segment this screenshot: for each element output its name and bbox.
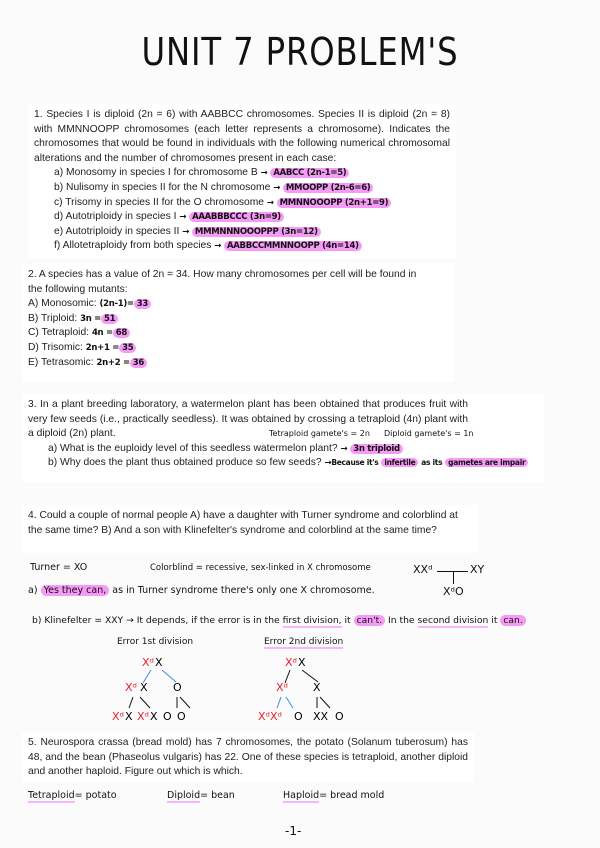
q3-b: b) Why does the plant thus obtained produce so few seeds? →Because it's infertile as its gametes are impair — [28, 456, 538, 471]
q2-item-question: C) Tetraploid: — [28, 327, 90, 339]
q3-b-question: b) Why does the plant thus obtained produce so few seeds? — [48, 457, 322, 469]
q3-b-answer-hl1: infertile — [381, 458, 418, 467]
q2-item-answer: 36 — [130, 358, 147, 368]
svg-text:O: O — [294, 710, 303, 723]
q4-b-it2: it — [491, 615, 498, 626]
q4-b-highlight1: can't. — [354, 615, 386, 626]
q4-b-text: Klinefelter = XXY → It depends, if the error is in the — [44, 615, 280, 626]
svg-text:Xᵈ: Xᵈ — [142, 656, 154, 669]
svg-text:Xᵈ: Xᵈ — [276, 681, 288, 694]
question-5 — [22, 732, 474, 782]
colorblind-note: Colorblind = recessive, sex-linked in X chromosome — [150, 563, 371, 573]
q1-item: c) Trisomy in species II for the O chromosome → MMNNOOOPP (2n+1=9) — [54, 196, 450, 211]
q5-answer-diploid — [167, 790, 235, 801]
q5-haploid-value: = bread mold — [319, 790, 385, 801]
q1-item-question: f) Allotetraploidy from both species — [54, 240, 212, 252]
q1-item-question: c) Trisomy in species II for the O chromosome — [54, 196, 265, 208]
svg-text:Xᵈ: Xᵈ — [112, 710, 124, 723]
q4-a-rest: as in Turner syndrome there's only one X chromosome. — [112, 585, 375, 596]
q2-item-work: 2n+2 = — [96, 357, 130, 368]
cross-father: XY — [470, 563, 485, 576]
q5-diploid-label: Diploid — [167, 790, 201, 801]
q2-text2: the following mutants: — [28, 283, 128, 295]
tree-2nd-division — [258, 656, 344, 723]
q2-item-answer: 33 — [134, 299, 151, 309]
q5-answer-haploid — [283, 790, 384, 801]
page-number: -1- — [285, 824, 302, 838]
tree-1st-division — [112, 656, 190, 723]
q5-tetraploid-label: Tetraploid — [28, 790, 75, 801]
svg-text:X: X — [140, 681, 148, 694]
q2-item-question: E) Tetrasomic: — [28, 356, 94, 368]
svg-text:XᵈXᵈ: XᵈXᵈ — [258, 710, 282, 723]
svg-text:O: O — [163, 710, 172, 723]
q2-item-work: 3n = — [80, 313, 101, 324]
svg-text:Xᵈ: Xᵈ — [285, 656, 297, 669]
q2-text: 2. A species has a value of 2n = 34. How many chromosomes per cell will be found in — [28, 269, 417, 280]
q1-text: 1. Species I is diploid (2n = 6) with AABBCC chromosomes. Species II is diploid (2n = 8) with MMNNOOPP chromosomes (each letter represents a chromosome). Indicates the chromosomes that would be found in individuals with the following numerical chromosomal alterations and the number of chromosomes present in each case: — [34, 109, 450, 164]
q3-body: 3. In a plant breeding laboratory, a watermelon plant has been obtained that produces fruit with very few seeds (i.e., practically seedless). It was obtained by crossing a tetraploid (4n) plant with a diploid (2n) plant. — [28, 399, 468, 440]
svg-text:O: O — [335, 710, 344, 723]
q1-item-answer: MMMNNNOOOPPP (3n=12) — [192, 227, 321, 237]
q1-item: e) Autotriploidy in species II → MMMNNNOOOPPP (3n=12) — [54, 225, 450, 240]
error-1st-label: Error 1st division — [117, 637, 194, 647]
q1-item-answer: AABCC (2n-1=5) — [270, 168, 349, 178]
svg-text:X: X — [313, 681, 321, 694]
q4-b-highlight2: can. — [500, 615, 525, 626]
q1-item-question: a) Monosomy in species I for chromosome B — [54, 167, 258, 179]
q1-item: a) Monosomy in species I for chromosome B → AABCC (2n-1=5) — [54, 166, 450, 181]
q2-item-work: 2n+1 = — [85, 342, 120, 353]
q3-b-answer-hl2: gametes are impair — [445, 458, 528, 467]
q1-item: d) Autotriploidy in species I → AAABBBCCC (3n=9) — [54, 210, 450, 225]
q4-a-highlight: Yes they can, — [41, 585, 110, 596]
q3-b-answer-mid: as its — [421, 458, 443, 468]
q3-note-tetraploid: Tetraploid gamete's = 2n — [269, 429, 370, 438]
svg-text:Xᵈ: Xᵈ — [125, 681, 137, 694]
q1-item-answer: MMNNOOOPP (2n+1=9) — [277, 198, 392, 208]
q2-item-answer: 51 — [101, 314, 118, 324]
q4-text: 4. Could a couple of normal people A) have a daughter with Turner syndrome and colorblind at the same time? B) And a son with Klinefelter's syndrome and colorblind at the same time? — [28, 510, 458, 536]
q1-item: f) Allotetraploidy from both species → AABBCCMMNNOOPP (4n=14) — [54, 239, 450, 254]
svg-text:O: O — [173, 681, 182, 694]
q3-b-answer-pre: Because it's — [331, 458, 379, 468]
svg-text:Xᵈ: Xᵈ — [137, 710, 149, 723]
q2-item-work: 4n = — [91, 328, 113, 339]
q1-item-question: b) Nulisomy in species II for the N chromosome — [54, 181, 271, 193]
q3-note-diploid: Diploid gamete's = 1n — [384, 429, 474, 438]
q3-a: a) What is the euploidy level of this seedless watermelon plant? → 3n triploid — [28, 442, 538, 457]
turner-note: Turner = XO — [30, 562, 88, 573]
q1-item-question: e) Autotriploidy in species II — [54, 225, 180, 237]
q2-item-answer: 35 — [119, 343, 136, 353]
q5-text: 5. Neurospora crassa (bread mold) has 7 chromosomes, the potato (Solanum tuberosum) has 48, and the bean (Phaseolus vulgaris) has 22. One of these species is tetraploid, another diploid and another haploid. Figure out which is which. — [28, 737, 468, 778]
q1-item: b) Nulisomy in species II for the N chromosome → MMOOPP (2n-6=6) — [54, 181, 450, 196]
q1-item-answer: MMOOPP (2n-6=6) — [283, 183, 374, 193]
q2-item-answer: 68 — [113, 328, 130, 338]
svg-text:X: X — [155, 656, 163, 669]
q1-item-answer: AAABBBCCC (3n=9) — [189, 212, 284, 222]
q2-item-work: (2n-1)= — [99, 299, 134, 310]
q3-a-answer: 3n triploid — [350, 444, 403, 454]
q2-item-question: B) Triploid: — [28, 312, 78, 324]
q4-a-label: a) — [28, 585, 38, 596]
cross-mother: XXᵈ — [413, 563, 433, 576]
q4-b-underline1: first division, — [282, 615, 342, 626]
q4-b-it: it — [344, 615, 351, 626]
q4-b-underline2: second division — [417, 615, 489, 626]
page-title: UNIT 7 PROBLEM'S — [141, 30, 459, 74]
svg-text:XX: XX — [313, 710, 329, 723]
q4-b-label: b) — [32, 615, 42, 626]
q1-item-question: d) Autotriploidy in species I — [54, 211, 177, 223]
q2-item-question: D) Trisomic: — [28, 341, 83, 353]
q4-b-mid: In the — [388, 615, 415, 626]
q5-tetraploid-value: = potato — [74, 790, 117, 801]
svg-text:O: O — [177, 710, 186, 723]
svg-text:X: X — [298, 656, 306, 669]
q5-diploid-value: = bean — [200, 790, 235, 801]
q5-answer-tetraploid — [28, 790, 117, 801]
error-2nd-label: Error 2nd division — [264, 637, 344, 647]
q5-haploid-label: Haploid — [283, 790, 320, 801]
q3-a-question: a) What is the euploidy level of this seedless watermelon plant? — [48, 442, 338, 454]
svg-text:X: X — [150, 710, 158, 723]
q2-item-question: A) Monosomic: — [28, 298, 97, 310]
svg-text:X: X — [125, 710, 133, 723]
cross-child: XᵈO — [443, 585, 464, 598]
q1-item-answer: AABBCCMMNNOOPP (4n=14) — [224, 241, 362, 251]
